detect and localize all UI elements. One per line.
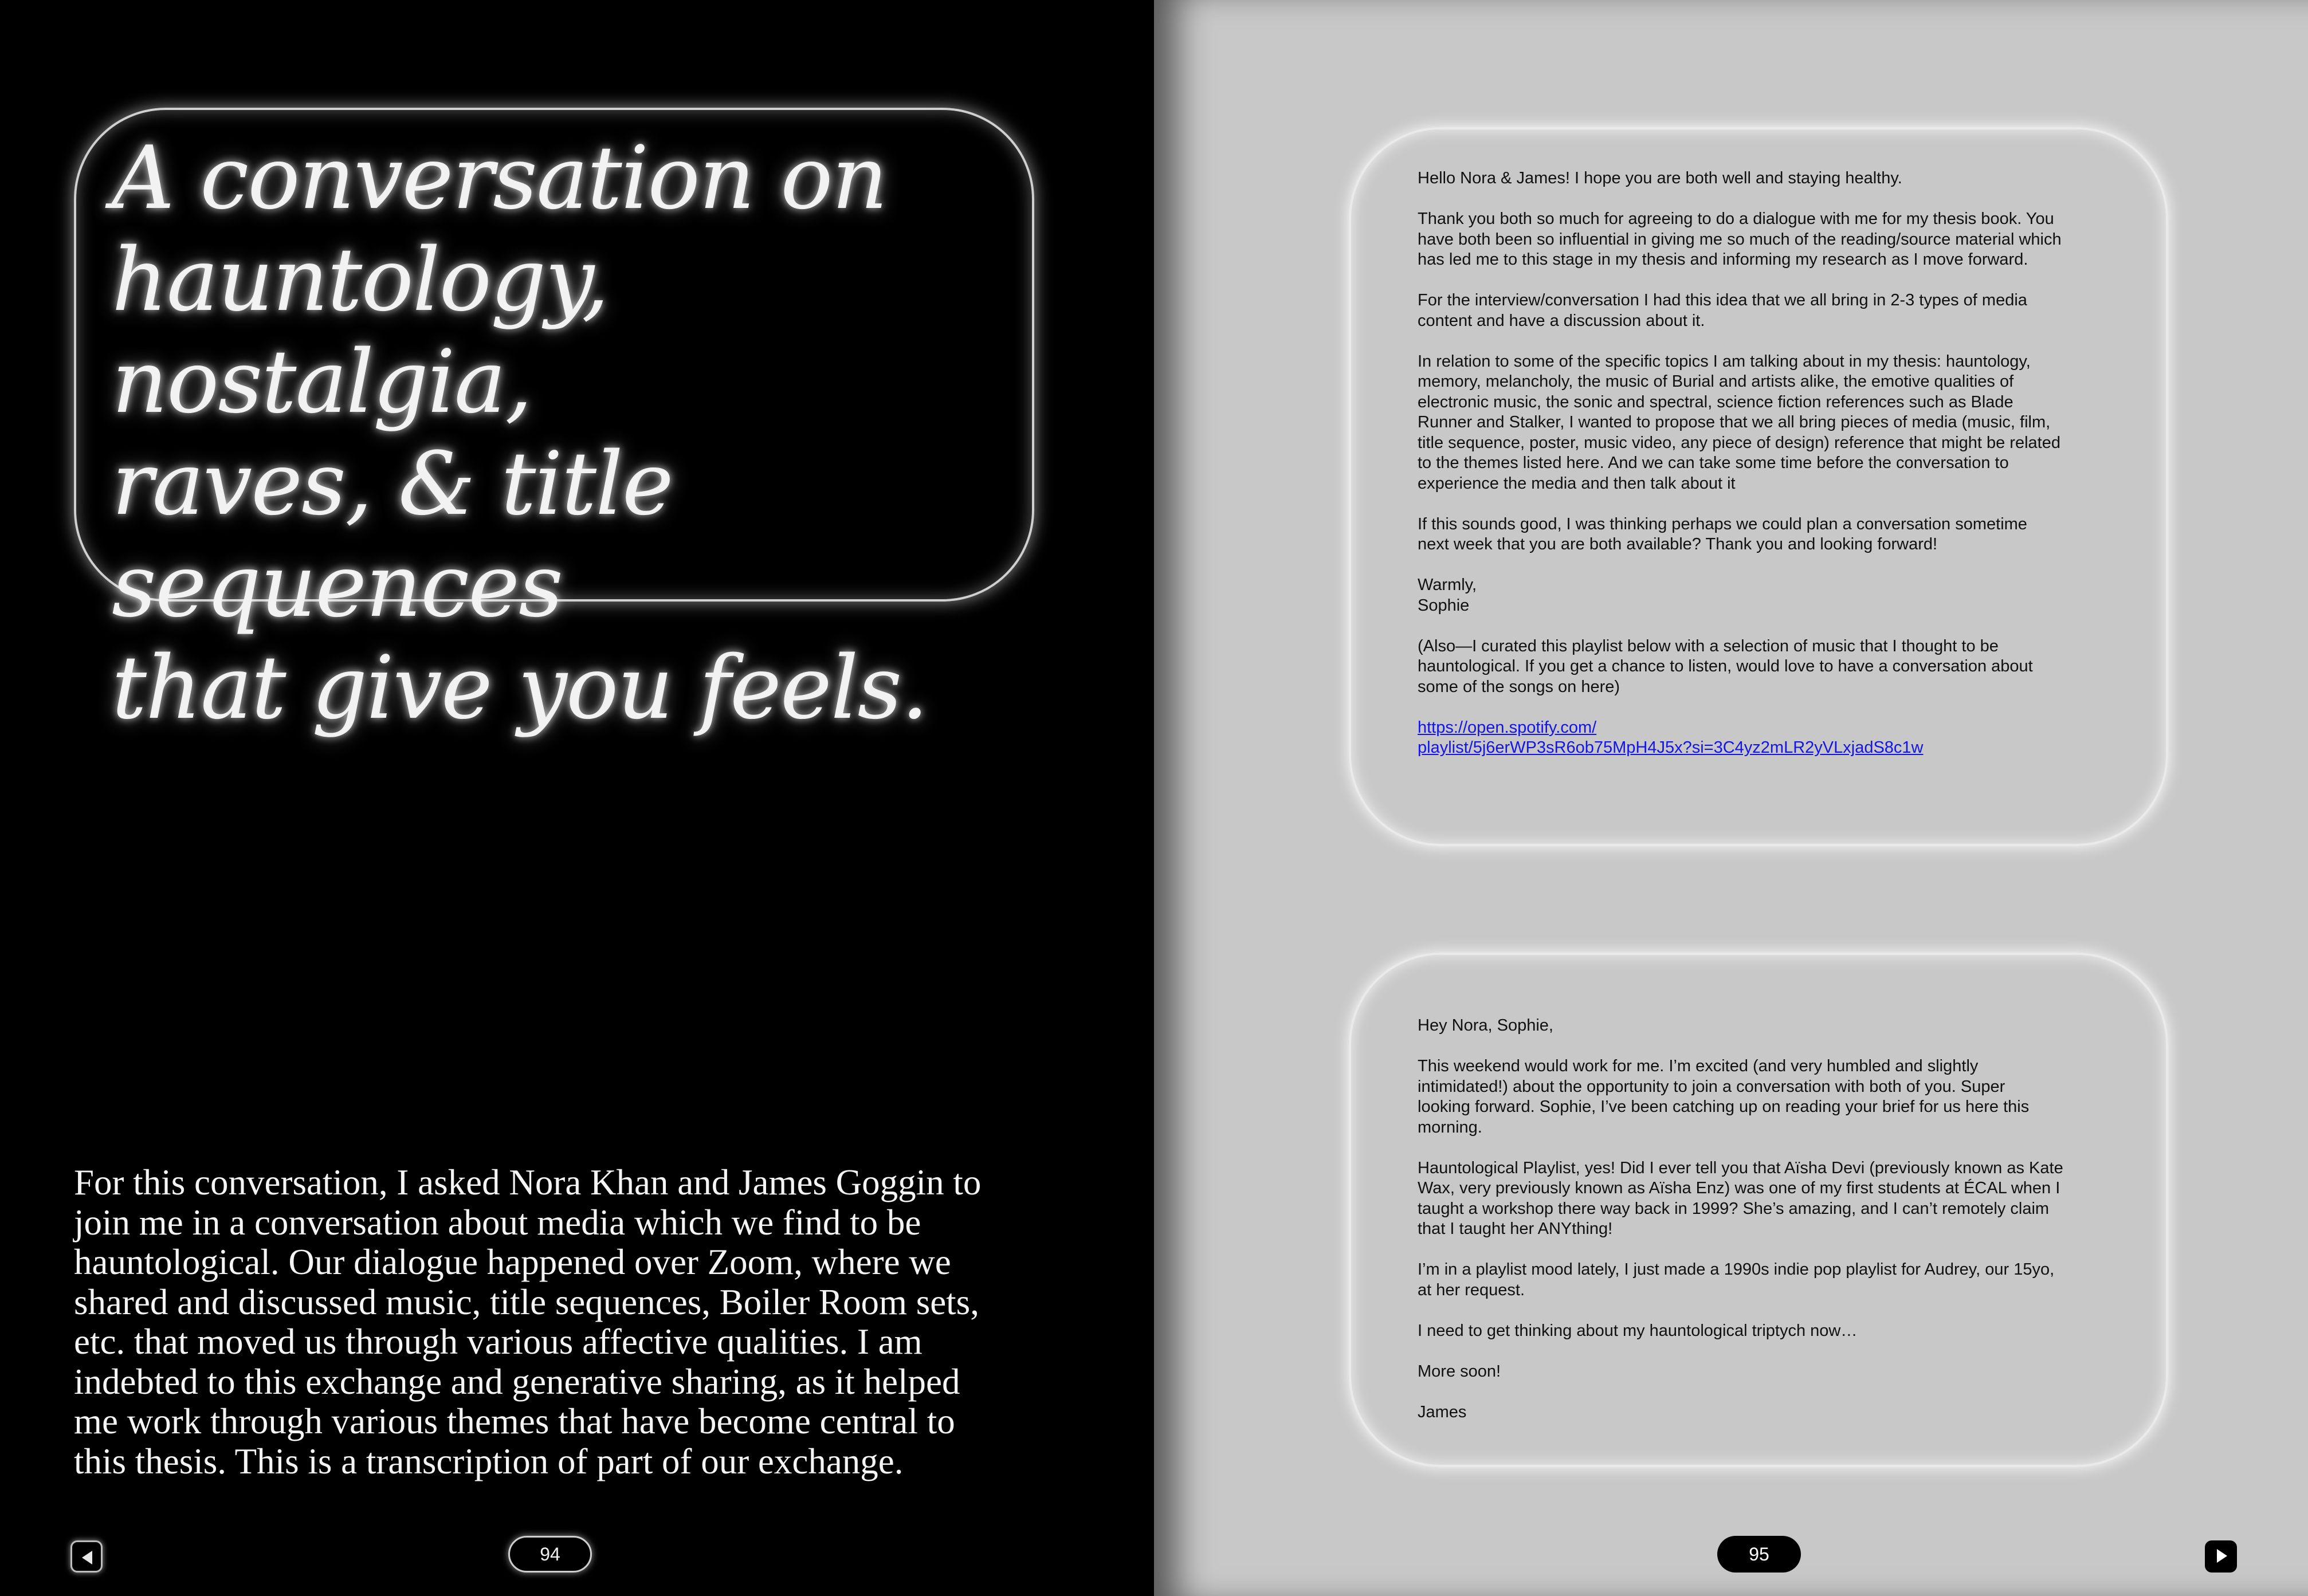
message-line: electronic music, the sonic and spectral, science fiction references such as Blade [1418, 392, 2013, 411]
triangle-right-icon [2217, 1549, 2227, 1563]
message-line: hauntological. If you get a chance to listen, would love to have a conversation about [1418, 657, 2033, 675]
message-line: Warmly, [1418, 576, 1477, 594]
message-line: memory, melancholy, the music of Burial and artists alike, the emotive qualities of [1418, 372, 2014, 391]
next-page-button[interactable] [2205, 1540, 2237, 1573]
email-message-james [1349, 953, 2168, 1467]
message-paragraph [1418, 1260, 2099, 1300]
message-paragraph [1418, 1158, 2099, 1240]
intro-line: this thesis. This is a transcription of part of our exchange. [74, 1441, 904, 1481]
message-greeting: Hey Nora, Sophie, [1418, 1016, 1553, 1035]
message-paragraph [1418, 636, 2099, 698]
intro-line: indebted to this exchange and generative sharing, as it helped [74, 1361, 960, 1402]
page-number-left: 94 [508, 1536, 592, 1573]
message-line: For the interview/conversation I had this idea that we all bring in 2-3 types of media [1418, 291, 2027, 309]
message-line: has led me to this stage in my thesis and informing my research as I move forward. [1418, 250, 2028, 269]
title-line: A conversation on [112, 127, 887, 229]
message-line: content and have a discussion about it. [1418, 311, 1705, 330]
message-paragraph: I need to get thinking about my hauntological triptych now… [1418, 1321, 1858, 1340]
message-paragraph: More soon! [1418, 1362, 1501, 1381]
title-line: raves, & title sequences [112, 433, 673, 636]
page-number-right: 95 [1717, 1536, 1801, 1573]
message-line: I’m in a playlist mood lately, I just made a 1990s indie pop playlist for Audrey, our 15yo, [1418, 1260, 2055, 1279]
message-line: taught a workshop there way back in 1999? She’s amazing, and I can’t remotely claim [1418, 1199, 2050, 1218]
message-greeting: Hello Nora & James! I hope you are both well and staying healthy. [1418, 169, 1902, 187]
message-line: (Also—I curated this playlist below with a selection of music that I thought to be [1418, 636, 1999, 655]
message-line: morning. [1418, 1118, 1482, 1137]
message-line: looking forward. Sophie, I’ve been catching up on reading your brief for us here this [1418, 1098, 2030, 1116]
message-line: Hauntological Playlist, yes! Did I ever tell you that Aïsha Devi (previously known as Kate [1418, 1158, 2063, 1177]
message-line: to the themes listed here. And we can take some time before the conversation to [1418, 454, 2009, 472]
message-line: Wax, very previously known as Aïsha Enz) was one of my first students at ÉCAL when I [1418, 1179, 2060, 1197]
title-line: that give you feels. [112, 637, 928, 738]
spotify-playlist-link[interactable] [1418, 718, 2099, 758]
intro-line: hauntological. Our dialogue happened over Zoom, where we [74, 1242, 951, 1282]
intro-paragraph [74, 1163, 1059, 1481]
message-signature: James [1418, 1402, 1467, 1421]
intro-line: me work through various themes that have become central to [74, 1401, 955, 1441]
intro-line: For this conversation, I asked Nora Khan and James Goggin to [74, 1162, 982, 1202]
message-paragraph [1418, 290, 2099, 331]
message-line: Sophie [1418, 596, 1470, 615]
message-line: Thank you both so much for agreeing to do a dialogue with me for my thesis book. You [1418, 210, 2054, 228]
page-title [112, 127, 1029, 739]
message-paragraph [1418, 718, 2099, 758]
message-line: at her request. [1418, 1280, 1525, 1299]
message-line: next week that you are both available? Thank you and looking forward! [1418, 535, 1938, 553]
intro-line: shared and discussed music, title sequences, Boiler Room sets, [74, 1281, 979, 1322]
message-line: some of the songs on here) [1418, 677, 1620, 696]
message-line: In relation to some of the specific topics I am talking about in my thesis: hauntology, [1418, 352, 2031, 371]
message-paragraph [1418, 1056, 2099, 1138]
message-paragraph [1418, 514, 2099, 555]
message-signoff [1418, 575, 2099, 616]
intro-line: etc. that moved us through various affective qualities. I am [74, 1322, 923, 1362]
message-paragraph [1418, 352, 2099, 494]
title-line: hauntology, nostalgia, [112, 229, 609, 433]
previous-page-button[interactable] [70, 1540, 103, 1573]
message-line: that I taught her ANYthing! [1418, 1220, 1613, 1238]
link-line: https://open.spotify.com/ [1418, 718, 1597, 737]
link-line: playlist/5j6erWP3sR6ob75MpH4J5x?si=3C4yz2mLR2yVLxjadS8c1w [1418, 738, 1924, 757]
message-line: If this sounds good, I was thinking perhaps we could plan a conversation sometime [1418, 514, 2027, 533]
message-line: intimidated!) about the opportunity to join a conversation with both of you. Super [1418, 1077, 2005, 1096]
intro-line: join me in a conversation about media which we find to be [74, 1202, 921, 1243]
message-line: have both been so influential in giving me so much of the reading/source material which [1418, 230, 2062, 249]
message-line: experience the media and then talk about it [1418, 474, 1736, 493]
message-line: This weekend would work for me. I’m excited (and very humbled and slightly [1418, 1057, 1979, 1075]
triangle-left-icon [82, 1551, 92, 1564]
email-message-sophie [1349, 127, 2168, 846]
message-paragraph [1418, 209, 2099, 270]
message-line: Runner and Stalker, I wanted to propose that we all bring pieces of media (music, film, [1418, 413, 2051, 431]
message-line: title sequence, poster, music video, any piece of design) reference that might be related [1418, 433, 2060, 452]
